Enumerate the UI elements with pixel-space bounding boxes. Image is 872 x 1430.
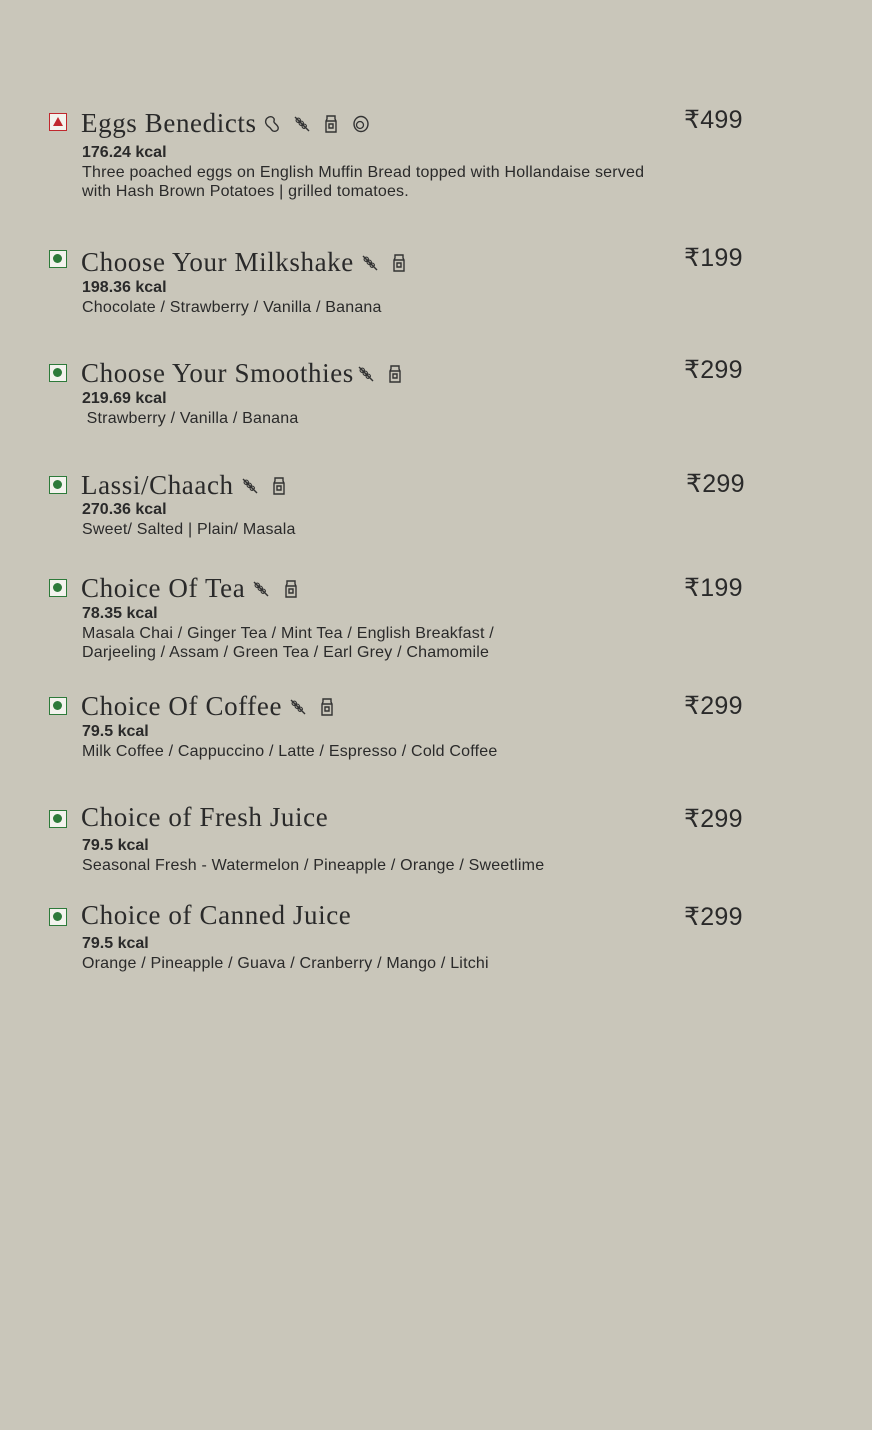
item-name: Choice of Canned Juice: [81, 900, 352, 930]
item-description: Seasonal Fresh - Watermelon / Pineapple / Orange / Sweetlime: [82, 857, 545, 874]
item-description: Strawberry / Vanilla / Banana: [82, 410, 299, 427]
veg-icon: [49, 476, 67, 494]
item-price: ₹199: [684, 244, 743, 272]
veg-icon: [49, 250, 67, 268]
item-name-wrap: [81, 106, 373, 138]
allergen-icons: [360, 245, 411, 275]
milk-icon: [269, 476, 289, 496]
wheat-icon: [288, 697, 308, 717]
item-name: Choice Of Coffee: [81, 691, 283, 721]
item-kcal: 270.36 kcal: [82, 501, 167, 518]
item-price: ₹199: [684, 574, 743, 602]
item-name: Choose Your Smoothies: [81, 358, 354, 388]
allergen-icons: [251, 571, 302, 601]
allergen-icons: [263, 106, 373, 136]
item-price: ₹299: [684, 356, 743, 384]
item-price: ₹299: [684, 903, 743, 931]
item-description: Orange / Pineapple / Guava / Cranberry / Mango / Litchi: [82, 955, 489, 972]
wheat-icon: [356, 364, 376, 384]
item-kcal: 79.5 kcal: [82, 935, 149, 952]
veg-icon: [49, 810, 67, 828]
item-price: ₹299: [686, 470, 745, 498]
item-price: ₹299: [684, 692, 743, 720]
peanut-icon: [263, 114, 283, 134]
milk-icon: [389, 253, 409, 273]
milk-icon: [281, 579, 301, 599]
milk-icon: [385, 364, 405, 384]
item-description: Masala Chai / Ginger Tea / Mint Tea / English Breakfast / Darjeeling / Assam / Green Tea / Earl Grey / Chamomile: [82, 625, 494, 661]
item-name: Choose Your Milkshake: [81, 247, 354, 277]
allergen-icons: [288, 689, 339, 719]
item-name-wrap: [81, 571, 303, 603]
veg-icon: [49, 908, 67, 926]
allergen-icons: [356, 356, 407, 386]
item-name: Choice Of Tea: [81, 573, 246, 603]
item-description: Chocolate / Strawberry / Vanilla / Banana: [82, 299, 382, 316]
item-kcal: 198.36 kcal: [82, 279, 167, 296]
wheat-icon: [251, 579, 271, 599]
milk-icon: [317, 697, 337, 717]
veg-icon: [49, 364, 67, 382]
non-veg-icon: [49, 113, 67, 131]
item-price: ₹499: [684, 106, 743, 134]
item-name: Choice of Fresh Juice: [81, 802, 329, 832]
wheat-icon: [360, 253, 380, 273]
item-kcal: 79.5 kcal: [82, 723, 149, 740]
allergen-icons: [240, 468, 291, 498]
milk-icon: [321, 114, 341, 134]
wheat-icon: [240, 476, 260, 496]
item-kcal: 219.69 kcal: [82, 390, 167, 407]
item-name-wrap: [81, 356, 407, 388]
egg-icon: [351, 114, 371, 134]
item-name-wrap: [81, 245, 411, 277]
item-kcal: 79.5 kcal: [82, 837, 149, 854]
item-kcal: 78.35 kcal: [82, 605, 158, 622]
item-name: Eggs Benedicts: [81, 108, 257, 138]
veg-icon: [49, 697, 67, 715]
item-description: Three poached eggs on English Muffin Bread topped with Hollandaise served with Hash Brown Potatoes | grilled tomatoes.: [82, 164, 645, 200]
item-price: ₹299: [684, 805, 743, 833]
item-name: Lassi/Chaach: [81, 470, 234, 500]
item-name-wrap: [81, 468, 291, 500]
veg-icon: [49, 579, 67, 597]
wheat-icon: [292, 114, 312, 134]
item-description: Sweet/ Salted | Plain/ Masala: [82, 521, 296, 538]
item-description: Milk Coffee / Cappuccino / Latte / Espresso / Cold Coffee: [82, 743, 498, 760]
item-name-wrap: [81, 689, 339, 721]
item-kcal: 176.24 kcal: [82, 144, 167, 161]
